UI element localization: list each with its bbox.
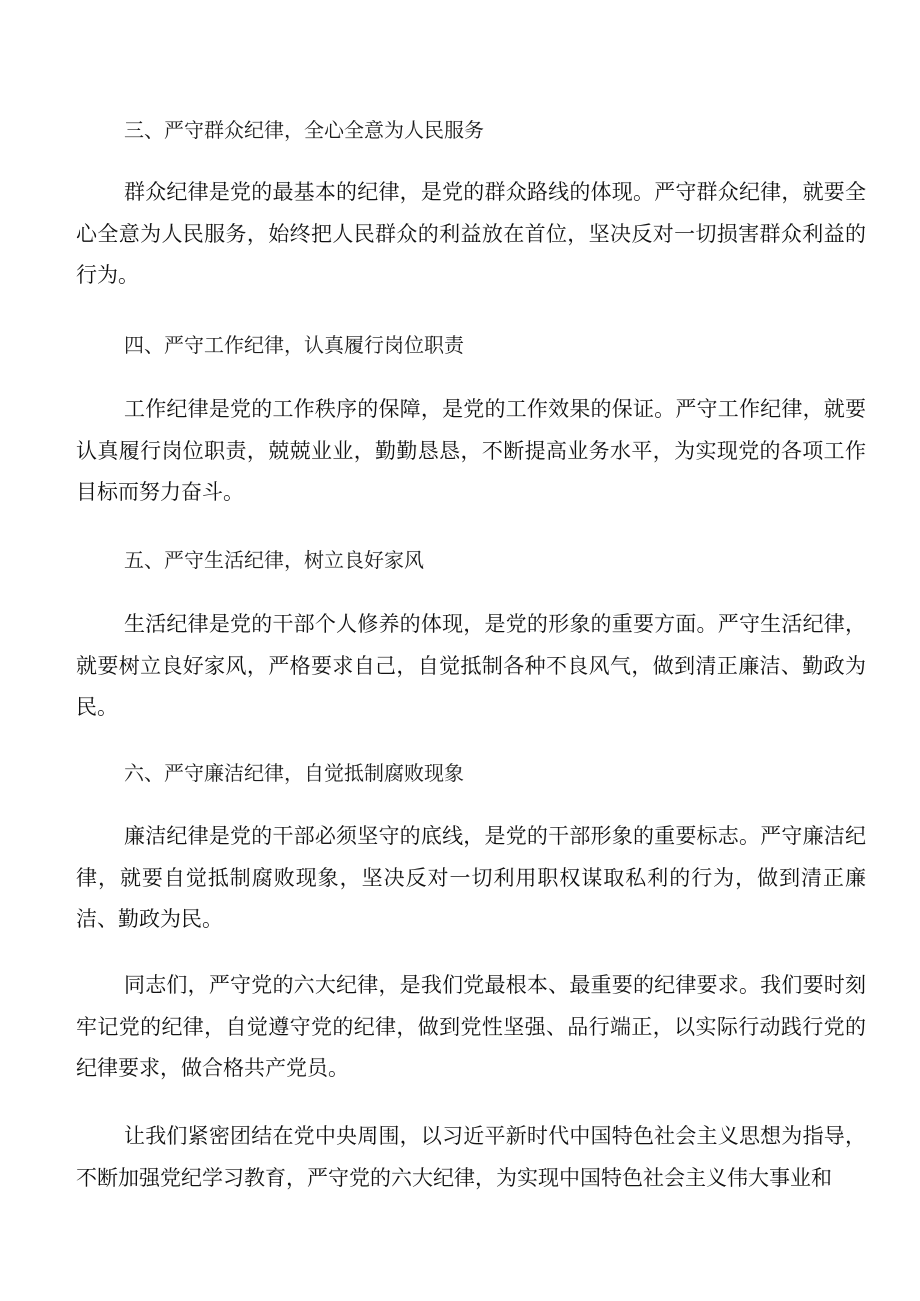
- section-body-3: 群众纪律是党的最基本的纪律，是党的群众路线的体现。严守群众纪律，就要全心全意为人民服务，始终把人民群众的利益放在首位，坚决反对一切损害群众利益的行为。: [76, 180, 866, 287]
- section-heading-4: 四、严守工作纪律，认真履行岗位职责: [124, 333, 464, 357]
- section-body-4: 工作纪律是党的工作秩序的保障，是党的工作效果的保证。严守工作纪律，就要认真履行岗位职责，兢兢业业，勤勤恳恳，不断提高业务水平，为实现党的各项工作目标而努力奋斗。: [76, 397, 866, 504]
- section-heading-6: 六、严守廉洁纪律，自觉抵制腐败现象: [124, 761, 464, 785]
- section-heading-5: 五、严守生活纪律，树立良好家风: [124, 548, 424, 572]
- closing-paragraph-2: 让我们紧密团结在党中央周围，以习近平新时代中国特色社会主义思想为指导，不断加强党纪学习教育，严守党的六大纪律，为实现中国特色社会主义伟大事业和: [76, 1124, 866, 1190]
- section-body-5: 生活纪律是党的干部个人修养的体现，是党的形象的重要方面。严守生活纪律，就要树立良好家风，严格要求自己，自觉抵制各种不良风气，做到清正廉洁、勤政为民。: [76, 612, 866, 719]
- section-heading-3: 三、严守群众纪律，全心全意为人民服务: [124, 118, 484, 142]
- closing-paragraph-1: 同志们，严守党的六大纪律，是我们党最根本、最重要的纪律要求。我们要时刻牢记党的纪律，自觉遵守党的纪律，做到党性坚强、品行端正，以实际行动践行党的纪律要求，做合格共产党员。: [76, 973, 866, 1080]
- section-body-6: 廉洁纪律是党的干部必须坚守的底线，是党的干部形象的重要标志。严守廉洁纪律，就要自觉抵制腐败现象，坚决反对一切利用职权谋取私利的行为，做到清正廉洁、勤政为民。: [76, 824, 866, 931]
